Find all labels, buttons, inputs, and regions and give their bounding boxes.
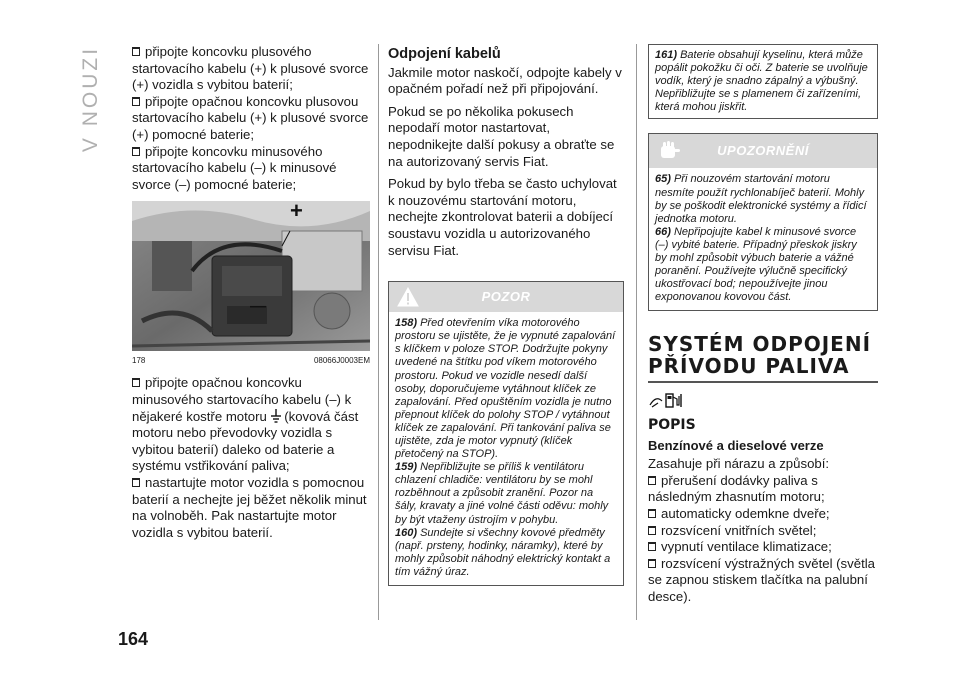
warning-note-continued <box>648 44 878 119</box>
bullet-icon <box>648 509 656 518</box>
bullet-icon <box>648 526 656 535</box>
column-2 <box>388 46 624 586</box>
note-number: 160) <box>395 526 418 539</box>
warning-body <box>389 312 623 585</box>
note-number: 158) <box>395 317 418 330</box>
list-item-text: (kovová část motoru nebo převodovky vozidla s vybitou baterií) daleko od baterie a systému vstřikování paliva; <box>132 408 359 474</box>
paragraph: Zasahuje při nárazu a způsobí: <box>648 456 830 472</box>
list-item <box>648 539 878 556</box>
bullet-icon <box>132 147 140 156</box>
note-number: 65) <box>655 173 671 186</box>
section-title-line: PŘÍVODU PALIVA <box>648 354 850 379</box>
caution-box <box>648 133 878 311</box>
negative-terminal-marker: — <box>250 298 266 316</box>
list-item <box>648 506 878 523</box>
note-text: Sundejte si všechny kovové předměty (např. prsteny, hodinky, náramky), které by mohly způsobit náhodný elektrický kontakt a tím vážný úraz. <box>395 526 611 578</box>
engine-bay-photo <box>132 198 370 351</box>
caution-header <box>649 134 877 168</box>
note-number: 161) <box>655 49 678 61</box>
note-text: Baterie obsahují kyselinu, která může popálit pokožku či oči. Z baterie se uvolňuje vodík, který je snadno zápalný a výbušný. Nepřibližujte se s plamenem či zařízeními, která mohou jiskřit. <box>655 49 868 114</box>
subsection-subheading: Benzínové a dieselové verze <box>648 437 824 453</box>
warning-header <box>389 282 623 312</box>
fuel-cutoff-icon <box>648 391 878 413</box>
list-item-text: vypnutí ventilace klimatizace; <box>661 539 832 555</box>
bullet-icon <box>132 478 140 487</box>
column-3 <box>648 44 878 606</box>
figure-code: 08066J0003EM <box>313 356 370 366</box>
note-number: 159) <box>395 461 418 474</box>
paragraph: Pokud se po několika pokusech nepodaří motor nastartovat, nepodnikejte další pokusy a obraťte se na autorizovaný servis Fiat. <box>388 103 615 169</box>
note-number: 66) <box>655 225 671 238</box>
bullet-icon <box>132 47 140 56</box>
chapter-title-text: V NOUZI <box>79 45 103 153</box>
page-number: 164 <box>118 629 149 649</box>
warning-note <box>395 461 617 526</box>
list-item-text: automaticky odemkne dveře; <box>661 505 830 521</box>
bullet-icon <box>648 559 656 568</box>
figure-number: 178 <box>132 356 146 366</box>
caution-title: UPOZORNĚNÍ <box>717 143 809 159</box>
section-title-line: SYSTÉM ODPOJENÍ <box>648 332 872 357</box>
positive-terminal-marker: + <box>290 198 303 224</box>
list-item-text: připojte opačnou koncovku plusovou startovacího kabelu (+) k plusové svorce (+) pomocné baterie; <box>132 93 369 142</box>
list-item-text: připojte koncovku minusového startovacího kabelu (–) k minusové svorce (–) pomocné baterie; <box>132 143 337 192</box>
warning-box <box>388 281 624 586</box>
list-item-text: rozsvícení výstražných světel (světla se zapnou stiskem tlačítka na palubní desce). <box>648 555 876 604</box>
warning-title: POZOR <box>481 288 531 304</box>
bullet-icon <box>132 97 140 106</box>
bullet-icon <box>648 476 656 485</box>
note-text: Nepřipojujte kabel k minusové svorce (–) vybité baterie. Případný přeskok jiskry by mohl způsobit výbuch baterie a vážné poranění. Používejte výlučně specifický ukostřovací bod; nepoužívejte jinou exponovanou kovovou část. <box>655 225 857 304</box>
paragraph: Jakmile motor naskočí, odpojte kabely v opačném pořadí než při připojování. <box>388 64 622 97</box>
list-item <box>132 375 370 475</box>
list-item-text: připojte opačnou koncovku minusového startovacího kabelu (–) k nějakeré kostře motoru <box>132 375 352 424</box>
warning-triangle-icon <box>397 287 419 307</box>
section-title <box>648 333 878 383</box>
engine-bay-figure <box>132 198 370 366</box>
list-item <box>132 144 370 194</box>
caution-note <box>655 226 871 305</box>
note-text: Při nouzovém startování motoru nesmíte použít rychlonabíječ baterií. Mohly by se poškodit elektronické systémy a řídicí jednotka motoru. <box>655 173 867 225</box>
warning-note <box>395 317 617 461</box>
list-item-text: připojte koncovku plusového startovacího kabelu (+) k plusové svorce (+) vozidla s vybitou baterií; <box>132 44 369 93</box>
column-divider <box>378 44 379 620</box>
figure-caption <box>132 353 370 370</box>
paragraph: Pokud by bylo třeba se často uchylovat k nouzovému startování motoru, nechejte zkontrolovat baterii a dobíjecí soustavu vozidla u autorizovaného servisu Fiat. <box>388 176 617 258</box>
list-item <box>132 94 370 144</box>
caution-note <box>655 173 871 225</box>
column-1 <box>132 44 370 541</box>
note-text: Nepřibližujte se příliš k ventilátoru chlazení chladiče: ventilátoru by se mohl rozběhnout a způsobit zranění. Pozor na šály, kravaty a jiné volné části oděvu: mohly by být vtaženy ústrojím v pohybu. <box>395 461 609 526</box>
list-item-text: přerušení dodávky paliva s následným zhasnutím motoru; <box>648 472 825 505</box>
ground-icon <box>271 409 281 423</box>
bullet-icon <box>132 378 140 387</box>
warning-note <box>395 527 617 579</box>
section-heading: Odpojení kabelů <box>388 46 501 62</box>
list-item <box>648 523 878 540</box>
column-divider <box>636 44 637 620</box>
subsection-title: POPIS <box>648 417 696 433</box>
caution-hand-icon <box>657 140 683 162</box>
list-item <box>648 556 878 606</box>
list-item-text: nastartujte motor vozidla s pomocnou baterií a nechejte jej běžet několik minut na volnoběh. Pak nastartujte motor vozidla s vybitou baterií. <box>132 474 367 540</box>
caution-body <box>649 168 877 310</box>
list-item <box>132 475 370 541</box>
note-text: Před otevřením víka motorového prostoru se ujistěte, že je vypnuté zapalování s klíčkem v poloze STOP. Dodržujte pokyny uvedené na štítku pod víkem motorového prostoru. Pokud ve vozidle nesedí další osoby, doporučujeme vytáhnout klíček ze zapalování. Před opuštěním vozidla je nutno přepnout klíček do polohy STOP / vytáhnout klíček ze zapalování. Při tankování paliva se ujistěte, zda je motor vypnutý (klíček přetočený na STOP). <box>395 317 616 461</box>
list-item <box>648 473 878 506</box>
chapter-side-title <box>76 44 106 154</box>
bullet-icon <box>648 542 656 551</box>
list-item-text: rozsvícení vnitřních světel; <box>661 522 817 538</box>
fuel-pump-icon <box>648 391 684 409</box>
list-item <box>132 44 370 94</box>
